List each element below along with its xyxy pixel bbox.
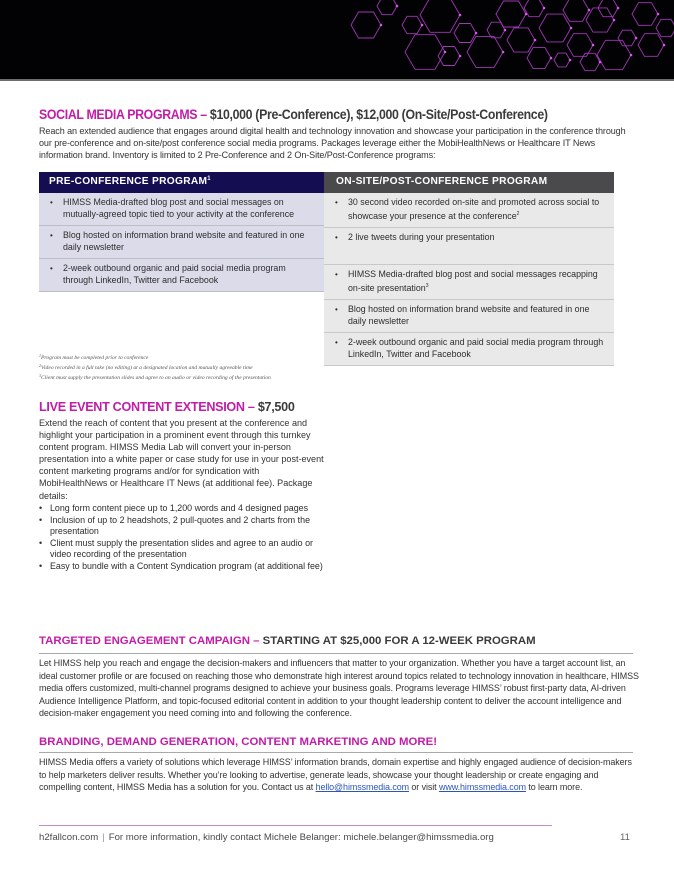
table-cell — [324, 265, 614, 300]
node-dot — [444, 51, 447, 54]
hexagon-shape — [580, 53, 600, 70]
node-dot — [475, 32, 478, 35]
pre-conference-column — [39, 172, 324, 292]
node-dot — [569, 59, 572, 62]
live-event-details-list — [39, 503, 329, 572]
heading-dash: – — [197, 107, 210, 122]
node-dot — [592, 44, 595, 47]
live-event-title: LIVE EVENT CONTENT EXTENSION — [39, 400, 245, 414]
hexagon-shape — [507, 28, 535, 52]
social-media-price: $10,000 (Pre-Conference), $12,000 (On-Site/Post-Conference) — [209, 107, 548, 122]
live-event-description: Extend the reach of content that you present at the conference and highlight your participation in a prominent event through this turnkey content program. HIMSS Media Lab will convert your in-person presentation into a white paper or case study for use in your post-event content marketing programs and/or for syndication with MobiHealthNews or Healthcare IT News (at additional fee). Package details: — [39, 418, 324, 501]
cell-text: HIMSS Media-drafted blog post and social messages recapping on-site presentation — [348, 269, 598, 293]
table-cell — [324, 193, 614, 228]
email-link[interactable]: hello@himssmedia.com — [315, 782, 409, 792]
cell-text: Blog hosted on information brand website and featured in one daily newsletter — [348, 304, 590, 326]
table-footnotes — [39, 352, 271, 382]
table-cell — [39, 193, 324, 226]
node-dot — [504, 29, 507, 32]
hexagon-shape — [638, 34, 664, 57]
node-dot — [459, 14, 462, 17]
hexagon-shape — [554, 53, 570, 67]
footer-separator: | — [102, 832, 105, 843]
cell-text: HIMSS Media-drafted blog post and social messages on mutually-agreed topic tied to your activity at the conference — [63, 197, 295, 219]
hexagon-shape — [618, 30, 636, 46]
branding-description — [39, 756, 639, 794]
footnote-ref: 3 — [425, 282, 429, 289]
list-item: • Client must supply the presentation slides and agree to an audio or video recording of the presentation — [39, 538, 329, 561]
page-footer — [39, 832, 494, 843]
node-dot — [550, 57, 553, 60]
footnote — [39, 352, 271, 362]
node-dot — [617, 7, 620, 10]
footer-contact: For more information, kindly contact Michele Belanger: michele.belanger@himssmedia.org — [108, 832, 494, 843]
node-dot — [635, 37, 638, 40]
cell-text: 30 second video recorded on-site and promoted across social to showcase your presence at the conference — [348, 197, 600, 221]
cell-text: 2-week outbound organic and paid social media program through LinkedIn, Twitter and Facebook — [348, 337, 604, 359]
footnote-text: Client must supply the presentation slides and agree to an audio or video recording of the presentation — [41, 375, 271, 382]
banner-divider — [0, 79, 674, 81]
hexagon-shape — [656, 19, 674, 36]
branding-text: HIMSS Media offers a variety of solutions which leverage HIMSS’ information brands, domain expertise and highly engaged audience of decision-makers to help marketers deliver results. Whether you’re looking to advertise, generate leads, showcase your thought leadership or create engaging and compelling content, HIMSS Media has a solution for you. Contact us at — [39, 757, 632, 792]
branding-text: to learn more. — [525, 782, 583, 792]
branding-text: or visit — [408, 782, 439, 792]
page-number: 11 — [620, 832, 630, 843]
hexagon-shape — [351, 12, 381, 38]
footnote — [39, 362, 271, 372]
social-media-heading — [39, 107, 548, 122]
node-dot — [421, 24, 424, 27]
node-dot — [657, 13, 660, 16]
hexagon-shape — [377, 0, 397, 15]
cell-text: Blog hosted on information brand website and featured in one daily newsletter — [63, 230, 305, 252]
footer-divider — [39, 825, 552, 826]
node-dot — [380, 24, 383, 27]
hexagon-shape — [405, 35, 445, 70]
pre-conference-header-label: PRE-CONFERENCE PROGRAM — [49, 176, 208, 187]
targeted-engagement-title: TARGETED ENGAGEMENT CAMPAIGN — [39, 635, 250, 647]
node-dot — [396, 5, 399, 8]
footnote-ref: 1 — [207, 176, 211, 182]
branding-heading: BRANDING, DEMAND GENERATION, CONTENT MARKETING AND MORE! — [39, 736, 438, 748]
node-dot — [543, 7, 546, 10]
hexagon-shape — [527, 48, 551, 69]
node-dot — [570, 27, 573, 30]
node-dot — [630, 54, 633, 57]
table-cell — [324, 300, 614, 333]
node-dot — [459, 55, 462, 58]
footnote-number: 1 — [39, 353, 41, 358]
list-item: • Inclusion of up to 2 headshots, 2 pull-quotes and 2 charts from the presentation — [39, 515, 329, 538]
targeted-engagement-price: STARTING AT $25,000 FOR A 12-WEEK PROGRAM — [262, 635, 536, 647]
node-dot — [613, 19, 616, 22]
section-divider — [39, 752, 633, 753]
hexagon-shape — [467, 36, 503, 67]
targeted-engagement-heading — [39, 635, 536, 647]
pre-conference-header — [39, 172, 324, 193]
table-cell — [39, 259, 324, 292]
node-dot — [663, 44, 666, 47]
heading-dash: – — [249, 635, 263, 647]
social-media-description: Reach an extended audience that engages around digital health and technology innovation and showcase your participation in the conference through our pre-conference and on-site/post conference social media programs. Packages leverage either the MobiHealthNews or Healthcare IT News information brand. Inventory is limited to 2 Pre-Conference and 2 On-Site/Post-Conference programs: — [39, 126, 626, 161]
footnote-text: Video recorded in a full take (no editing) at a designated location and mutually agreeable time — [41, 365, 253, 372]
hexagon-shape — [597, 40, 631, 69]
hexagon-shape — [563, 0, 589, 21]
footer-site: h2fallcon.com — [39, 832, 99, 843]
heading-dash: – — [244, 400, 258, 414]
hexagon-shape — [438, 47, 460, 66]
node-dot — [502, 51, 505, 54]
node-dot — [599, 61, 602, 64]
targeted-engagement-description: Let HIMSS help you reach and engage the decision-makers and influencers that matter to your organization. Whether you have a target account list, an ideal customer profile or are focused on reaching those who demonstrate high interest around topics related to technology innovation in healthcare, HIMSS media offers customized, multi-channel programs designed to achieve your business goals. Programs leverage HIMSS’ robust first-party data, AI-driven Audience Intelligence Platform, and topic-focused editorial content in addition to your thought leadership content to deliver the account intelligence and decision-maker engagement you need coming into and following the conference. — [39, 658, 639, 718]
hexagon-shape — [402, 16, 422, 33]
list-item: • Easy to bundle with a Content Syndication program (at additional fee) — [39, 561, 329, 573]
footnote-number: 3 — [39, 373, 41, 379]
live-event-heading — [39, 400, 295, 414]
node-dot — [588, 9, 591, 12]
hexagon-shape — [454, 24, 476, 43]
table-cell — [324, 333, 614, 366]
live-event-price: $7,500 — [257, 400, 295, 414]
hexagon-shape — [420, 0, 460, 32]
header-banner — [0, 0, 674, 79]
footnote-text: Program must be completed prior to conference — [41, 355, 149, 361]
node-dot — [534, 39, 537, 42]
website-link[interactable]: www.himssmedia.com — [438, 782, 526, 792]
table-cell — [39, 226, 324, 259]
table-cell — [324, 228, 614, 265]
list-item: • Long form content piece up to 1,200 words and 4 designed pages — [39, 503, 329, 515]
post-conference-header: ON-SITE/POST-CONFERENCE PROGRAM — [324, 172, 614, 193]
hexagon-shape — [487, 22, 505, 38]
cell-text: 2 live tweets during your presentation — [348, 232, 495, 242]
section-divider — [39, 653, 633, 654]
footnote — [39, 372, 271, 382]
footnote-ref: 2 — [516, 210, 520, 217]
post-conference-column — [324, 172, 614, 366]
footnote-number: 2 — [39, 363, 41, 369]
hexagon-shape — [539, 14, 571, 42]
social-media-title: SOCIAL MEDIA PROGRAMS — [39, 107, 198, 122]
cell-text: 2-week outbound organic and paid social media program through LinkedIn, Twitter and Facebook — [63, 263, 286, 285]
hexagon-shape — [632, 3, 658, 26]
hexagon-network-graphic — [0, 0, 674, 79]
